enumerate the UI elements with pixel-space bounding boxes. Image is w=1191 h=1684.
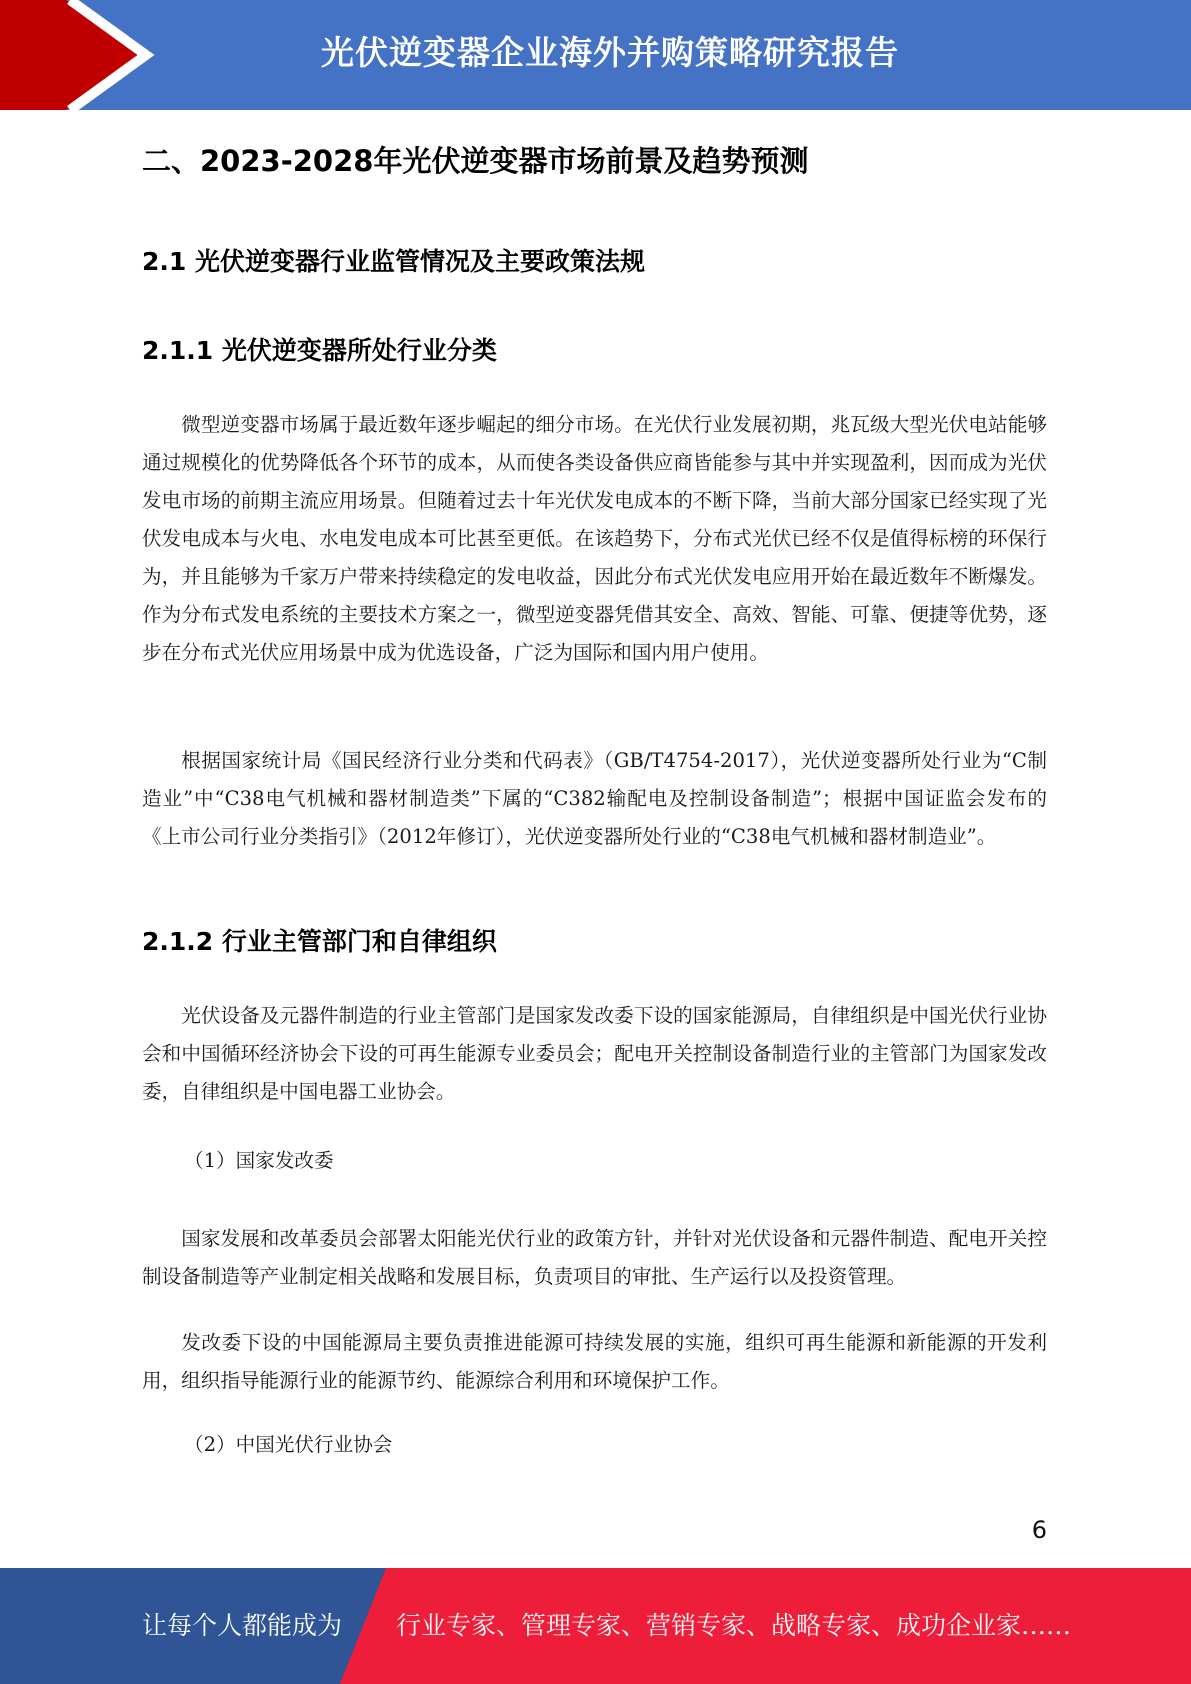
footer-slogan-right: 行业专家、管理专家、营销专家、战略专家、成功企业家…… [396,1611,1072,1640]
section-heading: 2.1 光伏逆变器行业监管情况及主要政策法规 [142,247,645,276]
paragraph-industry-code: 根据国家统计局《国民经济行业分类和代码表》（GB/T4754-2017），光伏逆变器所处行业为“C制造业”中“C38电气机械和器材制造类”下属的“C382输配电及控制设备制造”；根据中国证监会发布的《上市公司行业分类指引》（2012年修订），光伏逆变器所处行业的“C38电气机械和器材制造业”。 [142,749,1047,848]
paragraph-energy-bureau: 发改委下设的中国能源局主要负责推进能源可持续发展的实施，组织可再生能源和新能源的开发利用，组织指导能源行业的能源节约、能源综合利用和环境保护工作。 [142,1331,1047,1392]
list-item-ndrc: （1）国家发改委 [184,1149,334,1172]
paragraph-ndrc-duties: 国家发展和改革委员会部署太阳能光伏行业的政策方针，并针对光伏设备和元器件制造、配电开关控制设备制造等产业制定相关战略和发展目标，负责项目的审批、生产运行以及投资管理。 [142,1227,1047,1288]
page-number: 6 [1031,1516,1047,1544]
footer-slogan-left: 让每个人都能成为 [142,1611,343,1640]
subsection-heading-regulators: 2.1.2 行业主管部门和自律组织 [142,927,497,956]
report-title: 光伏逆变器企业海外并购策略研究报告 [321,33,899,72]
page-footer [0,1568,1191,1684]
paragraph-micro-inverter-market: 微型逆变器市场属于最近数年逐步崛起的细分市场。在光伏行业发展初期，兆瓦级大型光伏电站能够通过规模化的优势降低各个环节的成本，从而使各类设备供应商皆能参与其中并实现盈利，因而成为光伏发电市场的前期主流应用场景。但随着过去十年光伏发电成本的不断下降，当前大部分国家已经实现了光伏发电成本与火电、水电发电成本可比甚至更低。在该趋势下，分布式光伏已经不仅是值得标榜的环保行为，并且能够为千家万户带来持续稳定的发电收益，因此分布式光伏发电应用开始在最近数年不断爆发。作为分布式发电系统的主要技术方案之一，微型逆变器凭借其安全、高效、智能、可靠、便捷等优势，逐步在分布式光伏应用场景中成为优选设备，广泛为国际和国内用户使用。 [142,413,1047,664]
paragraph-regulators: 光伏设备及元器件制造的行业主管部门是国家发改委下设的国家能源局，自律组织是中国光伏行业协会和中国循环经济协会下设的可再生能源专业委员会；配电开关控制设备制造行业的主管部门为国家发改委，自律组织是中国电器工业协会。 [142,1004,1047,1103]
list-item-cpia: （2）中国光伏行业协会 [184,1433,393,1456]
subsection-heading-industry-classification: 2.1.1 光伏逆变器所处行业分类 [142,336,497,365]
page-header [0,0,1191,110]
chapter-heading: 二、2023-2028年光伏逆变器市场前景及趋势预测 [142,144,809,178]
